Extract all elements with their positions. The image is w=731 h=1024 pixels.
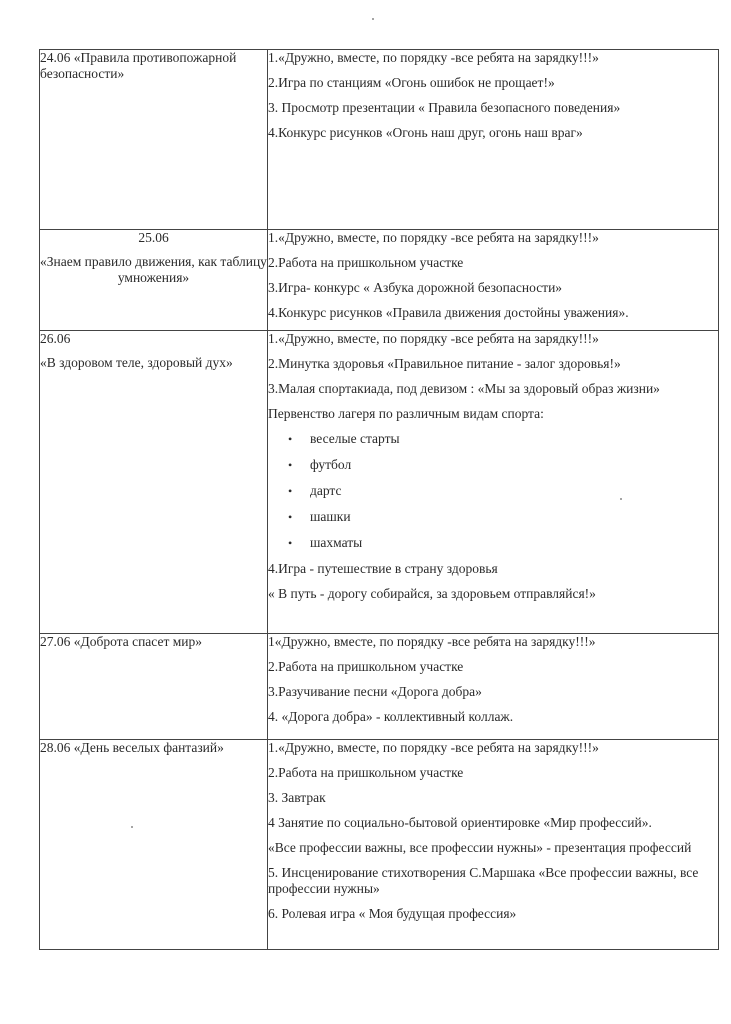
day-cell (40, 50, 268, 230)
day-title: «В здоровом теле, здоровый дух» (40, 355, 233, 370)
activity-item: 4.Игра - путешествие в страну здоровья (268, 561, 498, 576)
activity-item: 4.Конкурс рисунков «Огонь наш друг, огонь наш враг» (268, 125, 583, 140)
activity-item: 1.«Дружно, вместе, по порядку -все ребята на зарядку!!!» (268, 331, 599, 346)
scan-speck (372, 18, 374, 20)
activities-cell (268, 230, 719, 331)
day-date: 25.06 (138, 230, 169, 245)
schedule-table (39, 49, 719, 950)
table-row (40, 230, 719, 331)
activity-item: 4 Занятие по социально-бытовой ориентировке «Мир профессий». (268, 815, 652, 830)
table-row (40, 50, 719, 230)
activity-item: 4.Конкурс рисунков «Правила движения достойны уважения». (268, 305, 629, 320)
activity-item: 2.Игра по станциям «Огонь ошибок не прощает!» (268, 75, 555, 90)
activity-item: 2.Работа на пришкольном участке (268, 765, 464, 780)
activities-cell (268, 50, 719, 230)
activity-item: 3.Разучивание песни «Дорога добра» (268, 684, 482, 699)
activities-cell (268, 331, 719, 634)
activities-cell (268, 634, 719, 740)
list-item: • дартс (310, 483, 718, 499)
activity-item: Первенство лагеря по различным видам спорта: (268, 406, 544, 421)
table-row (40, 740, 719, 950)
activity-item: 1.«Дружно, вместе, по порядку -все ребята на зарядку!!!» (268, 230, 599, 245)
activity-item: 5. Инсценирование стихотворения С.Маршака «Все профессии важны, все профессии нужны» (268, 865, 699, 896)
day-title: 28.06 «День веселых фантазий» (40, 740, 224, 755)
activity-item: 2.Минутка здоровья «Правильное питание - залог здоровья!» (268, 356, 621, 371)
day-title: 24.06 «Правила противопожарной безопасности» (40, 50, 237, 81)
day-title: «Знаем правило движения, как таблицу умножения» (40, 254, 267, 285)
activity-item: 3.Малая спортакиада, под девизом : «Мы за здоровый образ жизни» (268, 381, 660, 396)
activity-item: «Все профессии важны, все профессии нужны» - презентация профессий (268, 840, 692, 855)
activity-item: 3.Игра- конкурс « Азбука дорожной безопасности» (268, 280, 563, 295)
day-cell (40, 230, 268, 331)
day-cell (40, 331, 268, 634)
day-cell (40, 634, 268, 740)
activity-item: 3. Завтрак (268, 790, 326, 805)
activity-item: 1«Дружно, вместе, по порядку -все ребята на зарядку!!!» (268, 634, 596, 649)
activity-item: 4. «Дорога добра» - коллективный коллаж. (268, 709, 514, 724)
activity-item: 1.«Дружно, вместе, по порядку -все ребята на зарядку!!!» (268, 50, 599, 65)
day-title: 27.06 «Доброта спасет мир» (40, 634, 202, 649)
list-item: • веселые старты (310, 431, 718, 447)
list-item: • шашки (310, 509, 718, 525)
activity-item: « В путь - дорогу собирайся, за здоровьем отправляйся!» (268, 586, 596, 601)
activity-item: 2.Работа на пришкольном участке (268, 659, 464, 674)
table-row (40, 634, 719, 740)
activity-item: 1.«Дружно, вместе, по порядку -все ребята на зарядку!!!» (268, 740, 599, 755)
sports-list (268, 431, 718, 551)
activity-item: 6. Ролевая игра « Моя будущая профессия» (268, 906, 517, 921)
list-item: • футбол (310, 457, 718, 473)
day-cell (40, 740, 268, 950)
activity-item: 3. Просмотр презентации « Правила безопасного поведения» (268, 100, 621, 115)
activity-item: 2.Работа на пришкольном участке (268, 255, 464, 270)
list-item: • шахматы (310, 535, 718, 551)
activities-cell (268, 740, 719, 950)
table-row (40, 331, 719, 634)
day-date: 26.06 (40, 331, 71, 346)
